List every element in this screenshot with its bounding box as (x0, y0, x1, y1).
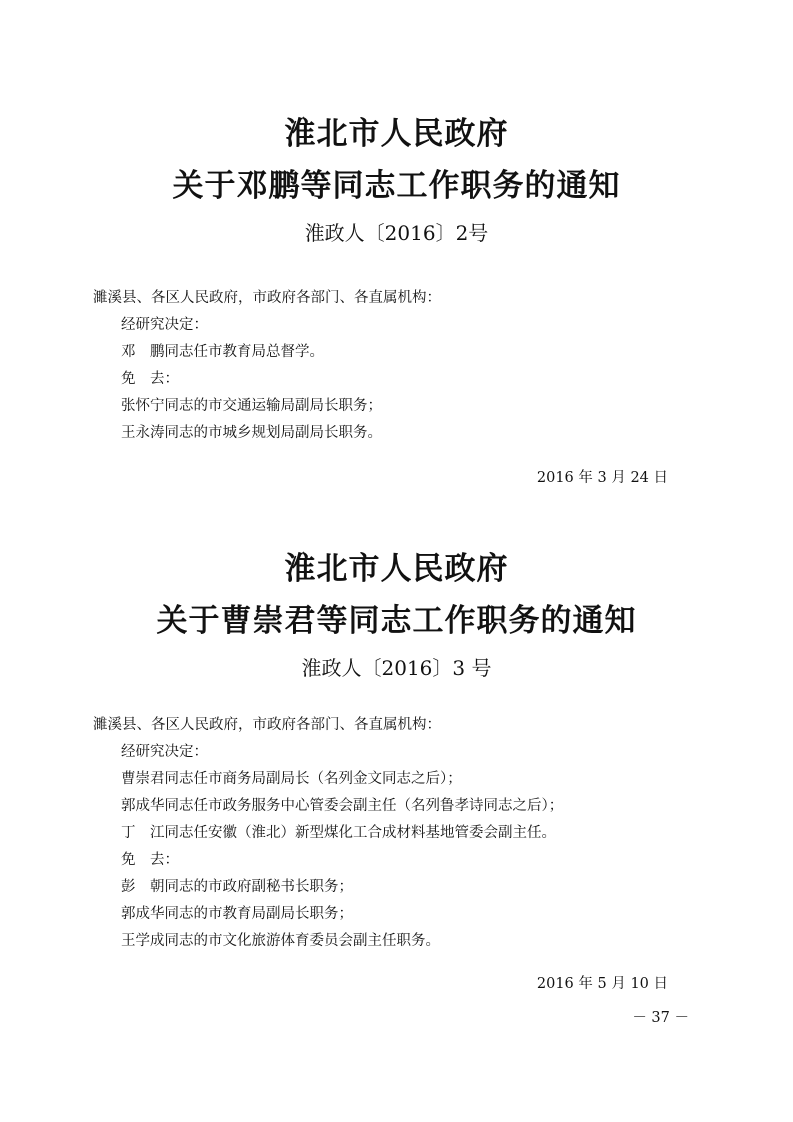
page-number: － 37 － (632, 1010, 689, 1026)
body-line: 彭 朝同志的市政府副秘书长职务； (121, 879, 353, 895)
body-line: 王学成同志的市文化旅游体育委员会副主任职务。 (121, 933, 440, 949)
notice-title-line1: 淮北市人民政府 (284, 551, 509, 587)
body-line: 免 去： (121, 371, 179, 387)
document-number: 淮政人〔2016〕2号 (304, 221, 489, 245)
body-line: 经研究决定： (121, 744, 208, 760)
notice-date: 2016 年 5 月 10 日 (536, 976, 668, 992)
body-line: 郭成华同志的市教育局副局长职务； (121, 906, 353, 922)
notice-1 (0, 108, 793, 486)
addressee: 濉溪县、各区人民政府，市政府各部门、各直属机构： (93, 290, 441, 306)
body-line: 张怀宁同志的市交通运输局副局长职务； (121, 398, 382, 414)
body-line: 经研究决定： (121, 317, 208, 333)
body-line: 丁 江同志任安徽（淮北）新型煤化工合成材料基地管委会副主任。 (121, 825, 556, 841)
addressee: 濉溪县、各区人民政府，市政府各部门、各直属机构： (93, 717, 441, 733)
body-line: 邓 鹏同志任市教育局总督学。 (121, 344, 324, 360)
notice-title-line2: 关于曹崇君等同志工作职务的通知 (156, 603, 637, 639)
body-line: 免 去： (121, 852, 179, 868)
body-line: 曹崇君同志任市商务局副局长（名列金文同志之后）； (121, 771, 462, 787)
body-line: 王永涛同志的市城乡规划局副局长职务。 (121, 425, 382, 441)
notice-date: 2016 年 3 月 24 日 (536, 470, 668, 486)
body-line: 郭成华同志任市政务服务中心管委会副主任（名列鲁孝诗同志之后）； (121, 798, 564, 814)
document-number: 淮政人〔2016〕3 号 (301, 656, 492, 680)
notice-2 (0, 543, 793, 992)
notice-title-line1: 淮北市人民政府 (284, 116, 509, 152)
notice-title-line2: 关于邓鹏等同志工作职务的通知 (172, 168, 621, 204)
